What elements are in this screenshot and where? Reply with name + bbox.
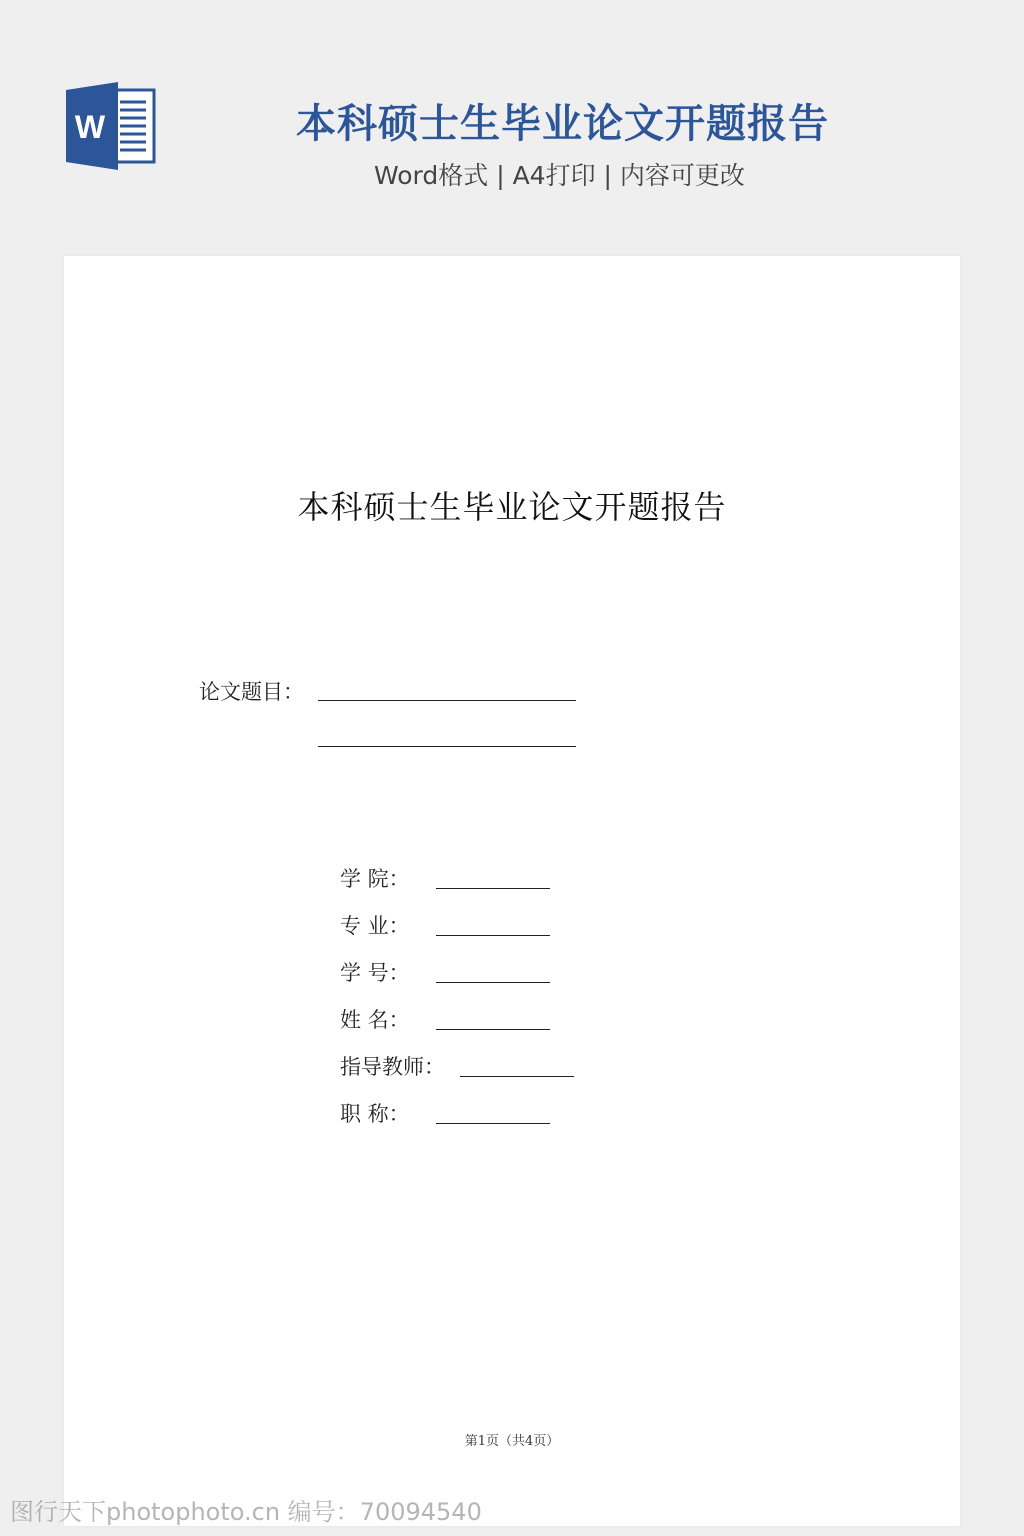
template-header — [0, 0, 1024, 230]
document-page — [64, 256, 960, 1526]
field-label-student-id: 学 号： — [340, 961, 410, 985]
page-number-footer: 第1页（共4页） — [464, 1434, 560, 1449]
field-label-college: 学 院： — [340, 867, 410, 891]
field-label-name: 姓 名： — [340, 1008, 410, 1032]
field-blank-student-id — [436, 982, 550, 983]
field-blank-major — [436, 935, 550, 936]
word-logo-letter: W — [74, 109, 106, 145]
header-subtitle: Word格式 | A4打印 | 内容可更改 — [374, 161, 745, 190]
field-label-title: 职 称： — [340, 1102, 410, 1126]
document-title: 本科硕士生毕业论文开题报告 — [297, 488, 727, 526]
header-title: 本科硕士生毕业论文开题报告 — [296, 101, 829, 147]
field-blank-advisor — [460, 1076, 574, 1077]
field-blank-college — [436, 888, 550, 889]
field-blank-name — [436, 1029, 550, 1030]
field-label-advisor: 指导教师： — [340, 1055, 445, 1079]
word-document-icon — [64, 80, 156, 172]
thesis-title-blank-line-1 — [318, 700, 576, 701]
thesis-title-label: 论文题目： — [199, 680, 304, 704]
field-blank-title — [436, 1123, 550, 1124]
watermark-text: 图行天下photophoto.cn 编号：70094540 — [10, 1498, 482, 1526]
thesis-title-blank-line-2 — [318, 746, 576, 747]
field-label-major: 专 业： — [340, 914, 410, 938]
